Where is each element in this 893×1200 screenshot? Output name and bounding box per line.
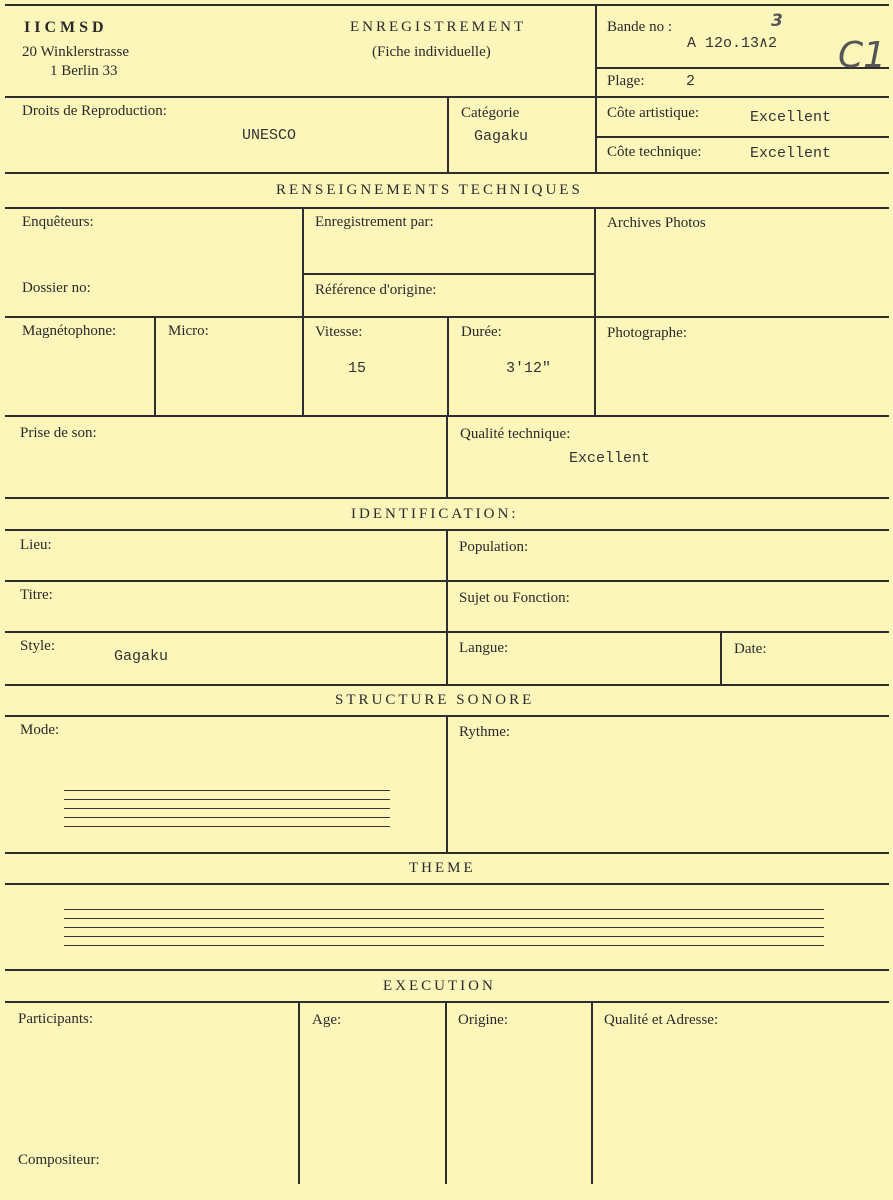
reference-label: Référence d'origine: — [315, 282, 437, 298]
staff-line — [64, 817, 390, 818]
org-logo: IICMSD — [24, 19, 108, 36]
rule-header-right — [595, 4, 597, 172]
duree-value: 3'12" — [506, 360, 552, 377]
cote-artistique-label: Côte artistique: — [607, 105, 700, 121]
form-subtitle: (Fiche individuelle) — [372, 44, 491, 60]
staff-line — [64, 790, 390, 791]
rule-execution-heading — [5, 1001, 889, 1003]
cote-artistique-value: Excellent — [750, 109, 832, 126]
vitesse-value: 15 — [348, 360, 367, 377]
address-line2: 1 Berlin 33 — [50, 63, 118, 79]
cote-technique-label: Côte technique: — [607, 144, 702, 160]
categorie-value: Gagaku — [474, 128, 529, 145]
rule-tech-col2 — [594, 207, 596, 415]
bande-superscript: 3 — [771, 11, 783, 31]
rule-qualite — [446, 415, 448, 497]
rule-id-row1 — [5, 580, 889, 582]
plage-value: 2 — [686, 73, 696, 90]
staff-line — [64, 826, 390, 827]
rule-micro — [154, 316, 156, 415]
enregistrement-par-label: Enregistrement par: — [315, 214, 434, 230]
rule-id-row2 — [5, 631, 889, 633]
qualite-technique-value: Excellent — [569, 450, 651, 467]
staff-line — [64, 918, 824, 919]
rule-id-top — [5, 497, 889, 499]
rule-id-col — [446, 529, 448, 684]
plage-label: Plage: — [607, 73, 645, 89]
execution-heading: EXECUTION — [383, 978, 496, 994]
rule-tech-col1 — [302, 207, 304, 415]
rule-id-bottom — [5, 684, 889, 686]
style-label: Style: — [20, 638, 56, 654]
staff-line — [64, 799, 390, 800]
vitesse-label: Vitesse: — [315, 324, 363, 340]
rule-theme-heading — [5, 883, 889, 885]
sujet-label: Sujet ou Fonction: — [459, 590, 570, 606]
categorie-label: Catégorie — [461, 105, 520, 121]
enqueteurs-label: Enquêteurs: — [22, 214, 94, 230]
structure-heading: STRUCTURE SONORE — [335, 692, 535, 708]
staff-line — [64, 927, 824, 928]
rule-age — [298, 1001, 300, 1184]
identification-heading: IDENTIFICATION: — [351, 506, 519, 522]
archives-photos-label: Archives Photos — [607, 215, 706, 231]
form-title: ENREGISTREMENT — [350, 19, 527, 35]
qualite-technique-label: Qualité technique: — [460, 426, 571, 442]
dossier-label: Dossier no: — [22, 280, 91, 296]
rule-theme-bottom — [5, 969, 889, 971]
lieu-label: Lieu: — [20, 537, 52, 553]
origine-label: Origine: — [458, 1012, 508, 1028]
style-value: Gagaku — [114, 648, 169, 665]
age-label: Age: — [312, 1012, 342, 1028]
prise-de-son-label: Prise de son: — [20, 425, 97, 441]
rythme-label: Rythme: — [459, 724, 511, 740]
langue-label: Langue: — [459, 640, 509, 656]
rule-rights-bottom — [5, 172, 889, 174]
bande-label: Bande no : — [607, 19, 672, 35]
staff-line — [64, 909, 824, 910]
compositeur-label: Compositeur: — [18, 1152, 100, 1168]
photographe-label: Photographe: — [607, 325, 687, 341]
rule-rythme — [446, 715, 448, 852]
handwritten-note: C1 — [838, 35, 887, 76]
rule-reference — [302, 273, 594, 275]
address-line1: 20 Winklerstrasse — [22, 44, 130, 60]
participants-label: Participants: — [18, 1011, 93, 1027]
rule-origine — [445, 1001, 447, 1184]
technical-heading: RENSEIGNEMENTS TECHNIQUES — [276, 182, 583, 198]
rule-date — [720, 631, 722, 684]
rule-top — [5, 4, 889, 6]
magnetophone-label: Magnétophone: — [22, 323, 117, 339]
date-label: Date: — [734, 641, 767, 657]
staff-line — [64, 808, 390, 809]
rule-cote — [595, 136, 889, 138]
droits-value: UNESCO — [242, 127, 297, 144]
micro-label: Micro: — [168, 323, 209, 339]
droits-label: Droits de Reproduction: — [22, 103, 167, 119]
rule-structure-bottom — [5, 852, 889, 854]
population-label: Population: — [459, 539, 529, 555]
rule-qualite-adresse — [591, 1001, 593, 1184]
theme-heading: THEME — [409, 860, 476, 876]
rule-categorie — [447, 96, 449, 172]
duree-label: Durée: — [461, 324, 502, 340]
qualite-adresse-label: Qualité et Adresse: — [604, 1012, 719, 1028]
mode-label: Mode: — [20, 722, 60, 738]
bande-value: A 12o.13∧2 — [687, 35, 778, 52]
cote-technique-value: Excellent — [750, 145, 832, 162]
staff-line — [64, 936, 824, 937]
rule-duree — [447, 316, 449, 415]
titre-label: Titre: — [20, 587, 53, 603]
staff-line — [64, 945, 824, 946]
rule-tech-heading — [5, 207, 889, 209]
